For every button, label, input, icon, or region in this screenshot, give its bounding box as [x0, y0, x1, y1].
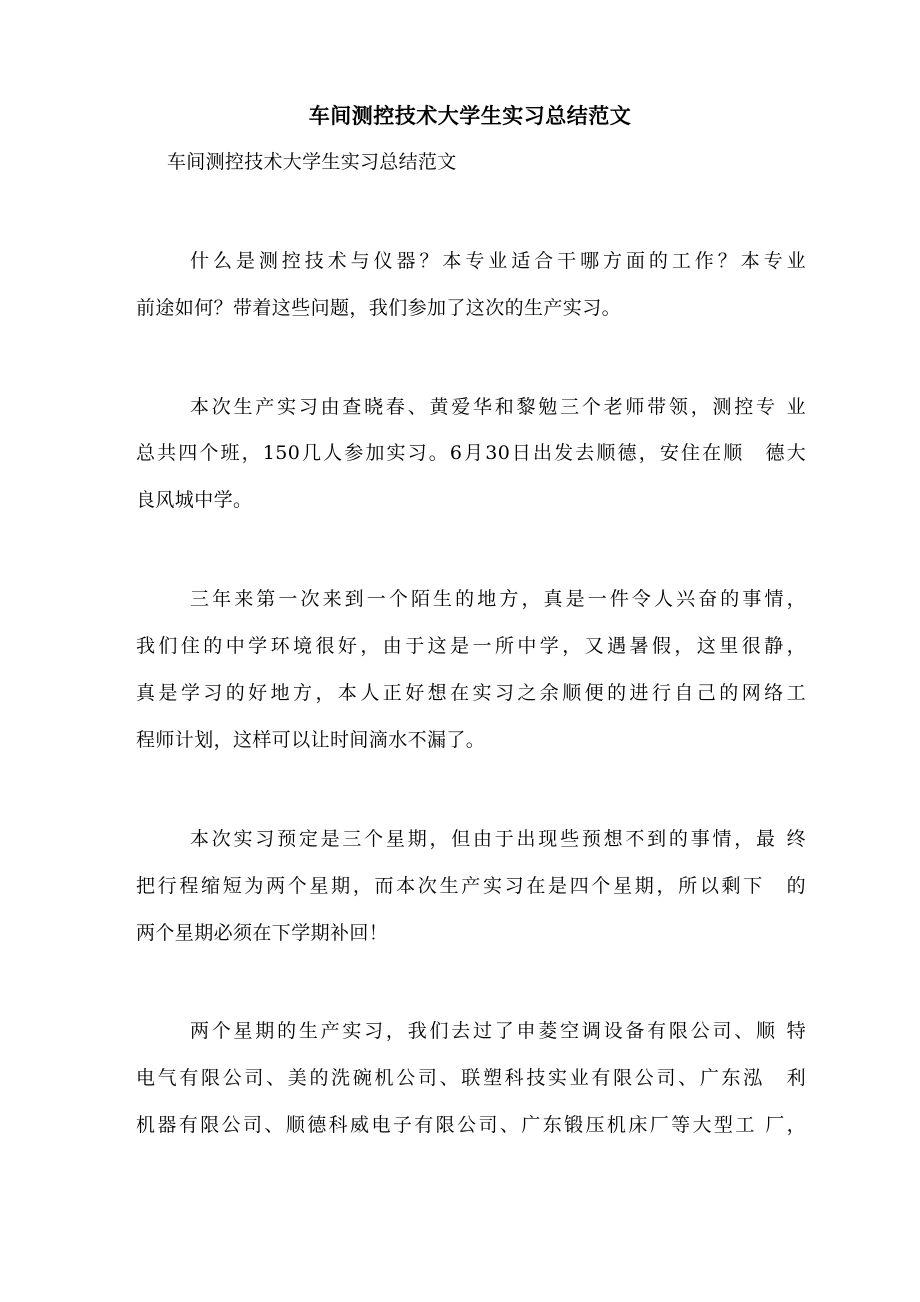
- paragraph-1-line-2: 前途如何？带着这些问题，我们参加了这次的生产实习。: [136, 297, 622, 319]
- paragraph-5-line-2: 电气有限公司、美的洗碗机公司、联塑科技实业有限公司、广东泓 利: [136, 1067, 806, 1089]
- paragraph-4-line-1: 本次实习预定是三个星期，但由于出现些预想不到的事情，最 终: [190, 828, 806, 850]
- paragraph-3-line-3: 真是学习的好地方，本人正好想在实习之余顺便的进行自己的网络工: [136, 682, 806, 704]
- paragraph-2-line-3: 良风城中学。: [136, 489, 253, 511]
- document-subtitle: 车间测控技术大学生实习总结范文: [167, 151, 457, 173]
- paragraph-2-line-1: 本次生产实习由查晓春、黄爱华和黎勉三个老师带领，测控专 业: [190, 396, 806, 418]
- paragraph-1-line-1: 什么是测控技术与仪器？本专业适合干哪方面的工作？本专业: [190, 250, 806, 272]
- document-title: 车间测控技术大学生实习总结范文: [308, 103, 632, 128]
- paragraph-2-line-2: 总共四个班，150几人参加实习。6月30日出发去顺德，安住在顺 德大: [136, 442, 806, 464]
- paragraph-5-line-1: 两个星期的生产实习，我们去过了申菱空调设备有限公司、顺 特: [190, 1020, 806, 1042]
- paragraph-5-line-3: 机器有限公司、顺德科威电子有限公司、广东锻压机床厂等大型工 厂，: [136, 1114, 806, 1136]
- paragraph-4-line-2: 把行程缩短为两个星期，而本次生产实习在是四个星期，所以剩下 的: [136, 875, 806, 897]
- paragraph-3-line-1: 三年来第一次来到一个陌生的地方，真是一件令人兴奋的事情，: [190, 588, 806, 610]
- paragraph-3-line-2: 我们住的中学环境很好，由于这是一所中学，又遇暑假，这里很静，: [136, 635, 806, 657]
- paragraph-3-line-4: 程师计划，这样可以让时间滴水不漏了。: [136, 729, 486, 751]
- paragraph-4-line-3: 两个星期必须在下学期补回！: [136, 922, 389, 944]
